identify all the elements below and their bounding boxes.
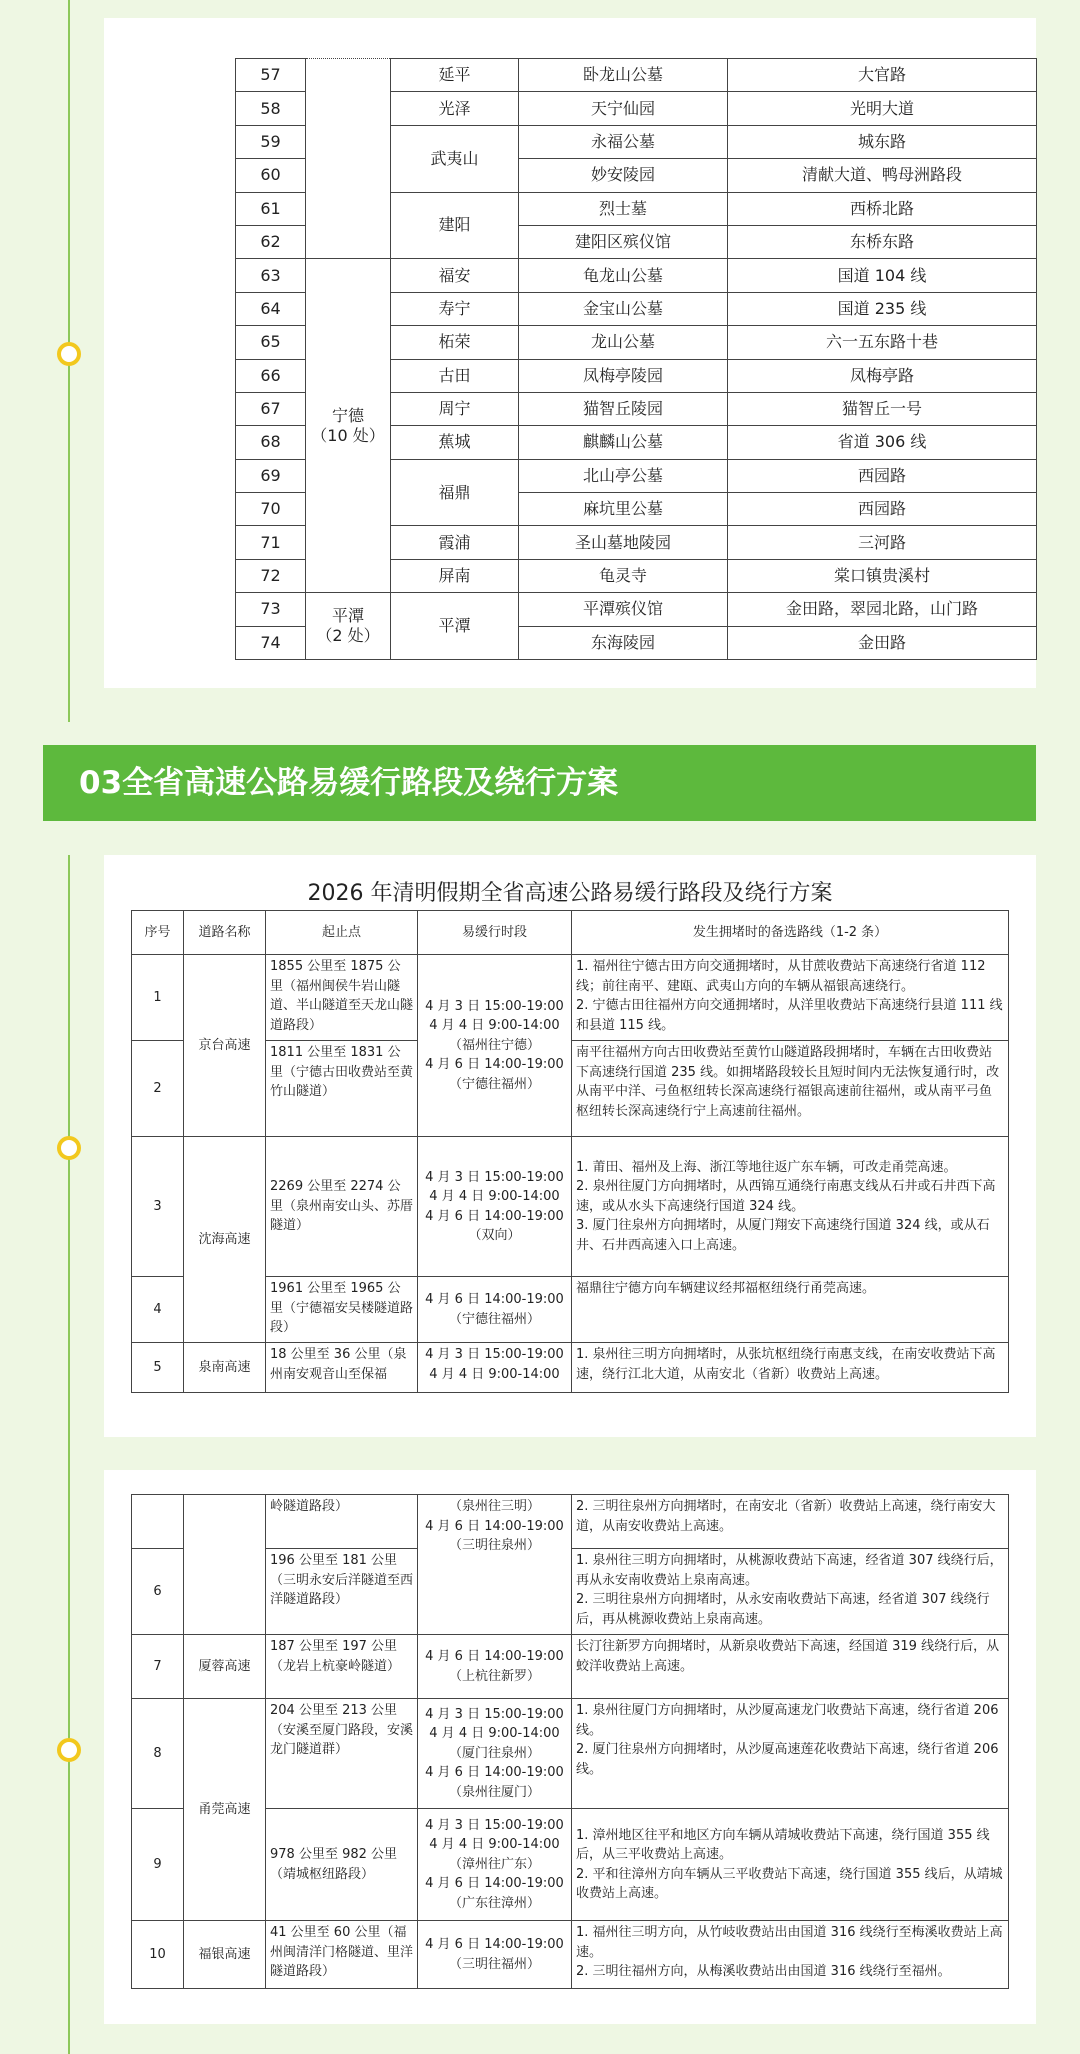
- table-row: [132, 955, 1009, 1041]
- county-cell: 柘荣: [391, 326, 519, 359]
- row-no: 68: [236, 426, 306, 459]
- timeline-dot: [57, 1136, 81, 1160]
- cemetery-name: 圣山墓地陵园: [519, 526, 728, 559]
- table-row: [132, 1137, 1009, 1277]
- access-road: 金田路，翠园北路，山门路: [728, 593, 1037, 626]
- row-no: 64: [236, 292, 306, 325]
- county-cell: 古田: [391, 359, 519, 392]
- cemetery-name: 东海陵园: [519, 626, 728, 659]
- access-road: 凤梅亭路: [728, 359, 1037, 392]
- county-cell: 蕉城: [391, 426, 519, 459]
- access-road: 金田路: [728, 626, 1037, 659]
- alt-route-cell: 1. 泉州往厦门方向拥堵时，从沙厦高速龙门收费站下高速，绕行省道 206 线。 2. 厦门往泉州方向拥堵时，从沙厦高速莲花收费站下高速，绕行省道 206 线。: [572, 1699, 1009, 1809]
- table-title: 2026 年清明假期全省高速公路易缓行路段及绕行方案: [307, 881, 833, 906]
- row-no: 69: [236, 459, 306, 492]
- range-cell: 1961 公里至 1965 公里（宁德福安吴楼隧道路段）: [266, 1277, 418, 1343]
- time-cell: 4 月 3 日 15:00-19:00 4 月 4 日 9:00-14:00 （漳州往广东） 4 月 6 日 14:00-19:00 （广东往漳州）: [418, 1809, 572, 1921]
- table-header-row: [132, 911, 1009, 955]
- time-cell: 4 月 3 日 15:00-19:00 4 月 4 日 9:00-14:00 （厦门往泉州） 4 月 6 日 14:00-19:00 （泉州往厦门）: [418, 1699, 572, 1809]
- cemetery-name: 永福公墓: [519, 125, 728, 158]
- alt-route-cell: 长汀往新罗方向拥堵时，从新泉收费站下高速，经国道 319 线绕行后，从蛟洋收费站上高速。: [572, 1635, 1009, 1699]
- table-row: [236, 259, 1037, 292]
- table-row: [132, 1635, 1009, 1699]
- time-cell: 4 月 6 日 14:00-19:00 （三明往福州）: [418, 1921, 572, 1989]
- alt-route-cell: 南平往福州方向古田收费站至黄竹山隧道路段拥堵时，车辆在古田收费站下高速绕行国道 235 线。如拥堵路段较长且短时间内无法恢复通行时，改从南平中洋、弓鱼枢纽转长深高速绕行福银高速前往福州，或从南平弓鱼枢纽转长深高速绕行宁上高速前往福州。: [572, 1041, 1009, 1137]
- alt-route-cell: 1. 泉州往三明方向拥堵时，从张坑枢纽绕行南惠支线，在南安收费站下高速，绕行江北大道，从南安北（省新）收费站上高速。: [572, 1343, 1009, 1393]
- cemetery-name: 卧龙山公墓: [519, 59, 728, 92]
- time-cell: 4 月 3 日 15:00-19:00 4 月 4 日 9:00-14:00 （福州往宁德） 4 月 6 日 14:00-19:00 （宁德往福州）: [418, 955, 572, 1137]
- county-cell: 屏南: [391, 559, 519, 592]
- row-no: 2: [132, 1041, 184, 1137]
- row-no: 7: [132, 1635, 184, 1699]
- row-no: 60: [236, 159, 306, 192]
- cemetery-name: 烈士墓: [519, 192, 728, 225]
- city-cell: [306, 259, 391, 593]
- cemetery-name: 麒麟山公墓: [519, 426, 728, 459]
- city-name: 平潭: [331, 606, 364, 626]
- header-time: 易缓行时段: [418, 911, 572, 955]
- range-cell: 岭隧道路段）: [266, 1495, 418, 1549]
- row-no: 67: [236, 392, 306, 425]
- range-cell: 2269 公里至 2274 公里（泉州南安山头、苏厝隧道）: [266, 1137, 418, 1277]
- time-cell: 4 月 6 日 14:00-19:00 （宁德往福州）: [418, 1277, 572, 1343]
- cemetery-name: 麻坑里公墓: [519, 493, 728, 526]
- road-name: 沈海高速: [184, 1137, 266, 1343]
- timeline-dot: [57, 1738, 81, 1762]
- table-row: [132, 1921, 1009, 1989]
- time-cell: （泉州往三明） 4 月 6 日 14:00-19:00 （三明往泉州）: [418, 1495, 572, 1635]
- cemetery-name: 猫智丘陵园: [519, 392, 728, 425]
- cemetery-name: 龙山公墓: [519, 326, 728, 359]
- alt-route-cell: 福鼎往宁德方向车辆建议经邦福枢纽绕行甬莞高速。: [572, 1277, 1009, 1343]
- access-road: 西园路: [728, 493, 1037, 526]
- range-cell: 978 公里至 982 公里（靖城枢纽路段）: [266, 1809, 418, 1921]
- row-no: 63: [236, 259, 306, 292]
- range-cell: 1855 公里至 1875 公里（福州闽侯牛岩山隧道、半山隧道至天龙山隧道路段）: [266, 955, 418, 1041]
- alt-route-cell: 1. 福州往三明方向，从竹岐收费站出由国道 316 线绕行至梅溪收费站上高速。 2. 三明往福州方向，从梅溪收费站出由国道 316 线绕行至福州。: [572, 1921, 1009, 1989]
- range-cell: 204 公里至 213 公里（安溪至厦门路段，安溪龙门隧道群）: [266, 1699, 418, 1809]
- access-road: 省道 306 线: [728, 426, 1037, 459]
- table-row: [132, 1343, 1009, 1393]
- row-no: 62: [236, 225, 306, 258]
- access-road: 西园路: [728, 459, 1037, 492]
- row-no: 73: [236, 593, 306, 626]
- row-no: 8: [132, 1699, 184, 1809]
- cemetery-name: 建阳区殡仪馆: [519, 225, 728, 258]
- highway-table-part1: [131, 910, 1009, 1393]
- cemetery-card: [104, 18, 1036, 688]
- range-cell: 196 公里至 181 公里（三明永安后洋隧道至西洋隧道路段）: [266, 1549, 418, 1635]
- range-cell: 41 公里至 60 公里（福州闽清洋门格隧道、里洋隧道路段）: [266, 1921, 418, 1989]
- county-cell: 平潭: [391, 593, 519, 660]
- city-count: （10 处）: [311, 425, 385, 445]
- access-road: 国道 235 线: [728, 292, 1037, 325]
- table-row: [236, 593, 1037, 626]
- access-road: 六一五东路十巷: [728, 326, 1037, 359]
- table-row: [132, 1495, 1009, 1549]
- alt-route-cell: 1. 泉州往三明方向拥堵时，从桃源收费站下高速，经省道 307 线绕行后，再从永安南收费站上泉南高速。 2. 三明往泉州方向拥堵时，从永安南收费站下高速，经省道 307 线绕行后，再从桃源收费站上泉南高速。: [572, 1549, 1009, 1635]
- access-road: 三河路: [728, 526, 1037, 559]
- alt-route-cell: 2. 三明往泉州方向拥堵时，在南安北（省新）收费站上高速，绕行南安大道，从南安收费站上高速。: [572, 1495, 1009, 1549]
- access-road: 光明大道: [728, 92, 1037, 125]
- row-no: 6: [132, 1549, 184, 1635]
- road-name: 甬莞高速: [184, 1699, 266, 1921]
- cemetery-name: 龟龙山公墓: [519, 259, 728, 292]
- access-road: 国道 104 线: [728, 259, 1037, 292]
- cemetery-name: 龟灵寺: [519, 559, 728, 592]
- row-no: 66: [236, 359, 306, 392]
- header-no: 序号: [132, 911, 184, 955]
- county-cell: 光泽: [391, 92, 519, 125]
- cemetery-name: 凤梅亭陵园: [519, 359, 728, 392]
- road-name: 福银高速: [184, 1921, 266, 1989]
- alt-route-cell: 1. 漳州地区往平和地区方向车辆从靖城收费站下高速，绕行国道 355 线后，从三平收费站上高速。 2. 平和往漳州方向车辆从三平收费站下高速，绕行国道 355 线后，从靖城收费站上高速。: [572, 1809, 1009, 1921]
- county-cell: 霞浦: [391, 526, 519, 559]
- cemetery-name: 妙安陵园: [519, 159, 728, 192]
- access-road: 城东路: [728, 125, 1037, 158]
- row-no: 3: [132, 1137, 184, 1277]
- access-road: 清献大道、鸭母洲路段: [728, 159, 1037, 192]
- access-road: 西桥北路: [728, 192, 1037, 225]
- section-banner: [43, 745, 1036, 821]
- county-cell: 福鼎: [391, 459, 519, 526]
- table-row: [236, 59, 1037, 92]
- row-no: 58: [236, 92, 306, 125]
- row-no: 70: [236, 493, 306, 526]
- table-row: [132, 1699, 1009, 1809]
- timeline-dot: [57, 342, 81, 366]
- range-cell: 187 公里至 197 公里（龙岩上杭豪岭隧道）: [266, 1635, 418, 1699]
- row-no: 74: [236, 626, 306, 659]
- county-cell: 建阳: [391, 192, 519, 259]
- range-cell: 1811 公里至 1831 公里（宁德古田收费站至黄竹山隧道）: [266, 1041, 418, 1137]
- timeline-line: [68, 855, 70, 2054]
- road-name: 厦蓉高速: [184, 1635, 266, 1699]
- access-road: 棠口镇贵溪村: [728, 559, 1037, 592]
- row-no: 72: [236, 559, 306, 592]
- row-no: [132, 1495, 184, 1549]
- row-no: 4: [132, 1277, 184, 1343]
- city-count: （2 处）: [316, 626, 380, 646]
- cemetery-name: 北山亭公墓: [519, 459, 728, 492]
- county-cell: 延平: [391, 59, 519, 92]
- row-no: 65: [236, 326, 306, 359]
- row-no: 59: [236, 125, 306, 158]
- alt-route-cell: 1. 莆田、福州及上海、浙江等地往返广东车辆，可改走甬莞高速。 2. 泉州往厦门方向拥堵时，从西锦互通绕行南惠支线从石井或石井西下高速，或从水头下高速绕行国道 324 线。 3. 厦门往泉州方向拥堵时，从厦门翔安下高速绕行国道 324 线，或从石井、石井西高速入口上高速。: [572, 1137, 1009, 1277]
- county-cell: 武夷山: [391, 125, 519, 192]
- county-cell: 福安: [391, 259, 519, 292]
- header-road: 道路名称: [184, 911, 266, 955]
- header-alt: 发生拥堵时的备选路线（1-2 条）: [572, 911, 1009, 955]
- alt-route-cell: 1. 福州往宁德古田方向交通拥堵时，从甘蔗收费站下高速绕行省道 112 线；前往南平、建瓯、武夷山方向的车辆从福银高速绕行。 2. 宁德古田往福州方向交通拥堵时，从洋里收费站下高速绕行县道 111 线和县道 115 线。: [572, 955, 1009, 1041]
- row-no: 1: [132, 955, 184, 1041]
- access-road: 大官路: [728, 59, 1037, 92]
- section-title: 03全省高速公路易缓行路段及绕行方案: [79, 765, 619, 801]
- time-cell: 4 月 3 日 15:00-19:00 4 月 4 日 9:00-14:00 4 月 6 日 14:00-19:00 （双向）: [418, 1137, 572, 1277]
- header-range: 起止点: [266, 911, 418, 955]
- city-cell: [306, 593, 391, 660]
- city-cell: [306, 59, 391, 259]
- cemetery-name: 平潭殡仪馆: [519, 593, 728, 626]
- highway-table-part2: [131, 1494, 1009, 1989]
- row-no: 10: [132, 1921, 184, 1989]
- county-cell: 寿宁: [391, 292, 519, 325]
- road-name: 京台高速: [184, 955, 266, 1137]
- county-cell: 周宁: [391, 392, 519, 425]
- cemetery-name: 金宝山公墓: [519, 292, 728, 325]
- cemetery-name: 天宁仙园: [519, 92, 728, 125]
- road-name: [184, 1495, 266, 1635]
- time-cell: 4 月 6 日 14:00-19:00 （上杭往新罗）: [418, 1635, 572, 1699]
- road-name: 泉南高速: [184, 1343, 266, 1393]
- access-road: 猫智丘一号: [728, 392, 1037, 425]
- access-road: 东桥东路: [728, 225, 1037, 258]
- cemetery-table: [235, 58, 1037, 660]
- row-no: 5: [132, 1343, 184, 1393]
- row-no: 9: [132, 1809, 184, 1921]
- time-cell: 4 月 3 日 15:00-19:00 4 月 4 日 9:00-14:00: [418, 1343, 572, 1393]
- city-name: 宁德: [331, 405, 364, 425]
- row-no: 71: [236, 526, 306, 559]
- range-cell: 18 公里至 36 公里（泉州南安观音山至保福: [266, 1343, 418, 1393]
- row-no: 57: [236, 59, 306, 92]
- row-no: 61: [236, 192, 306, 225]
